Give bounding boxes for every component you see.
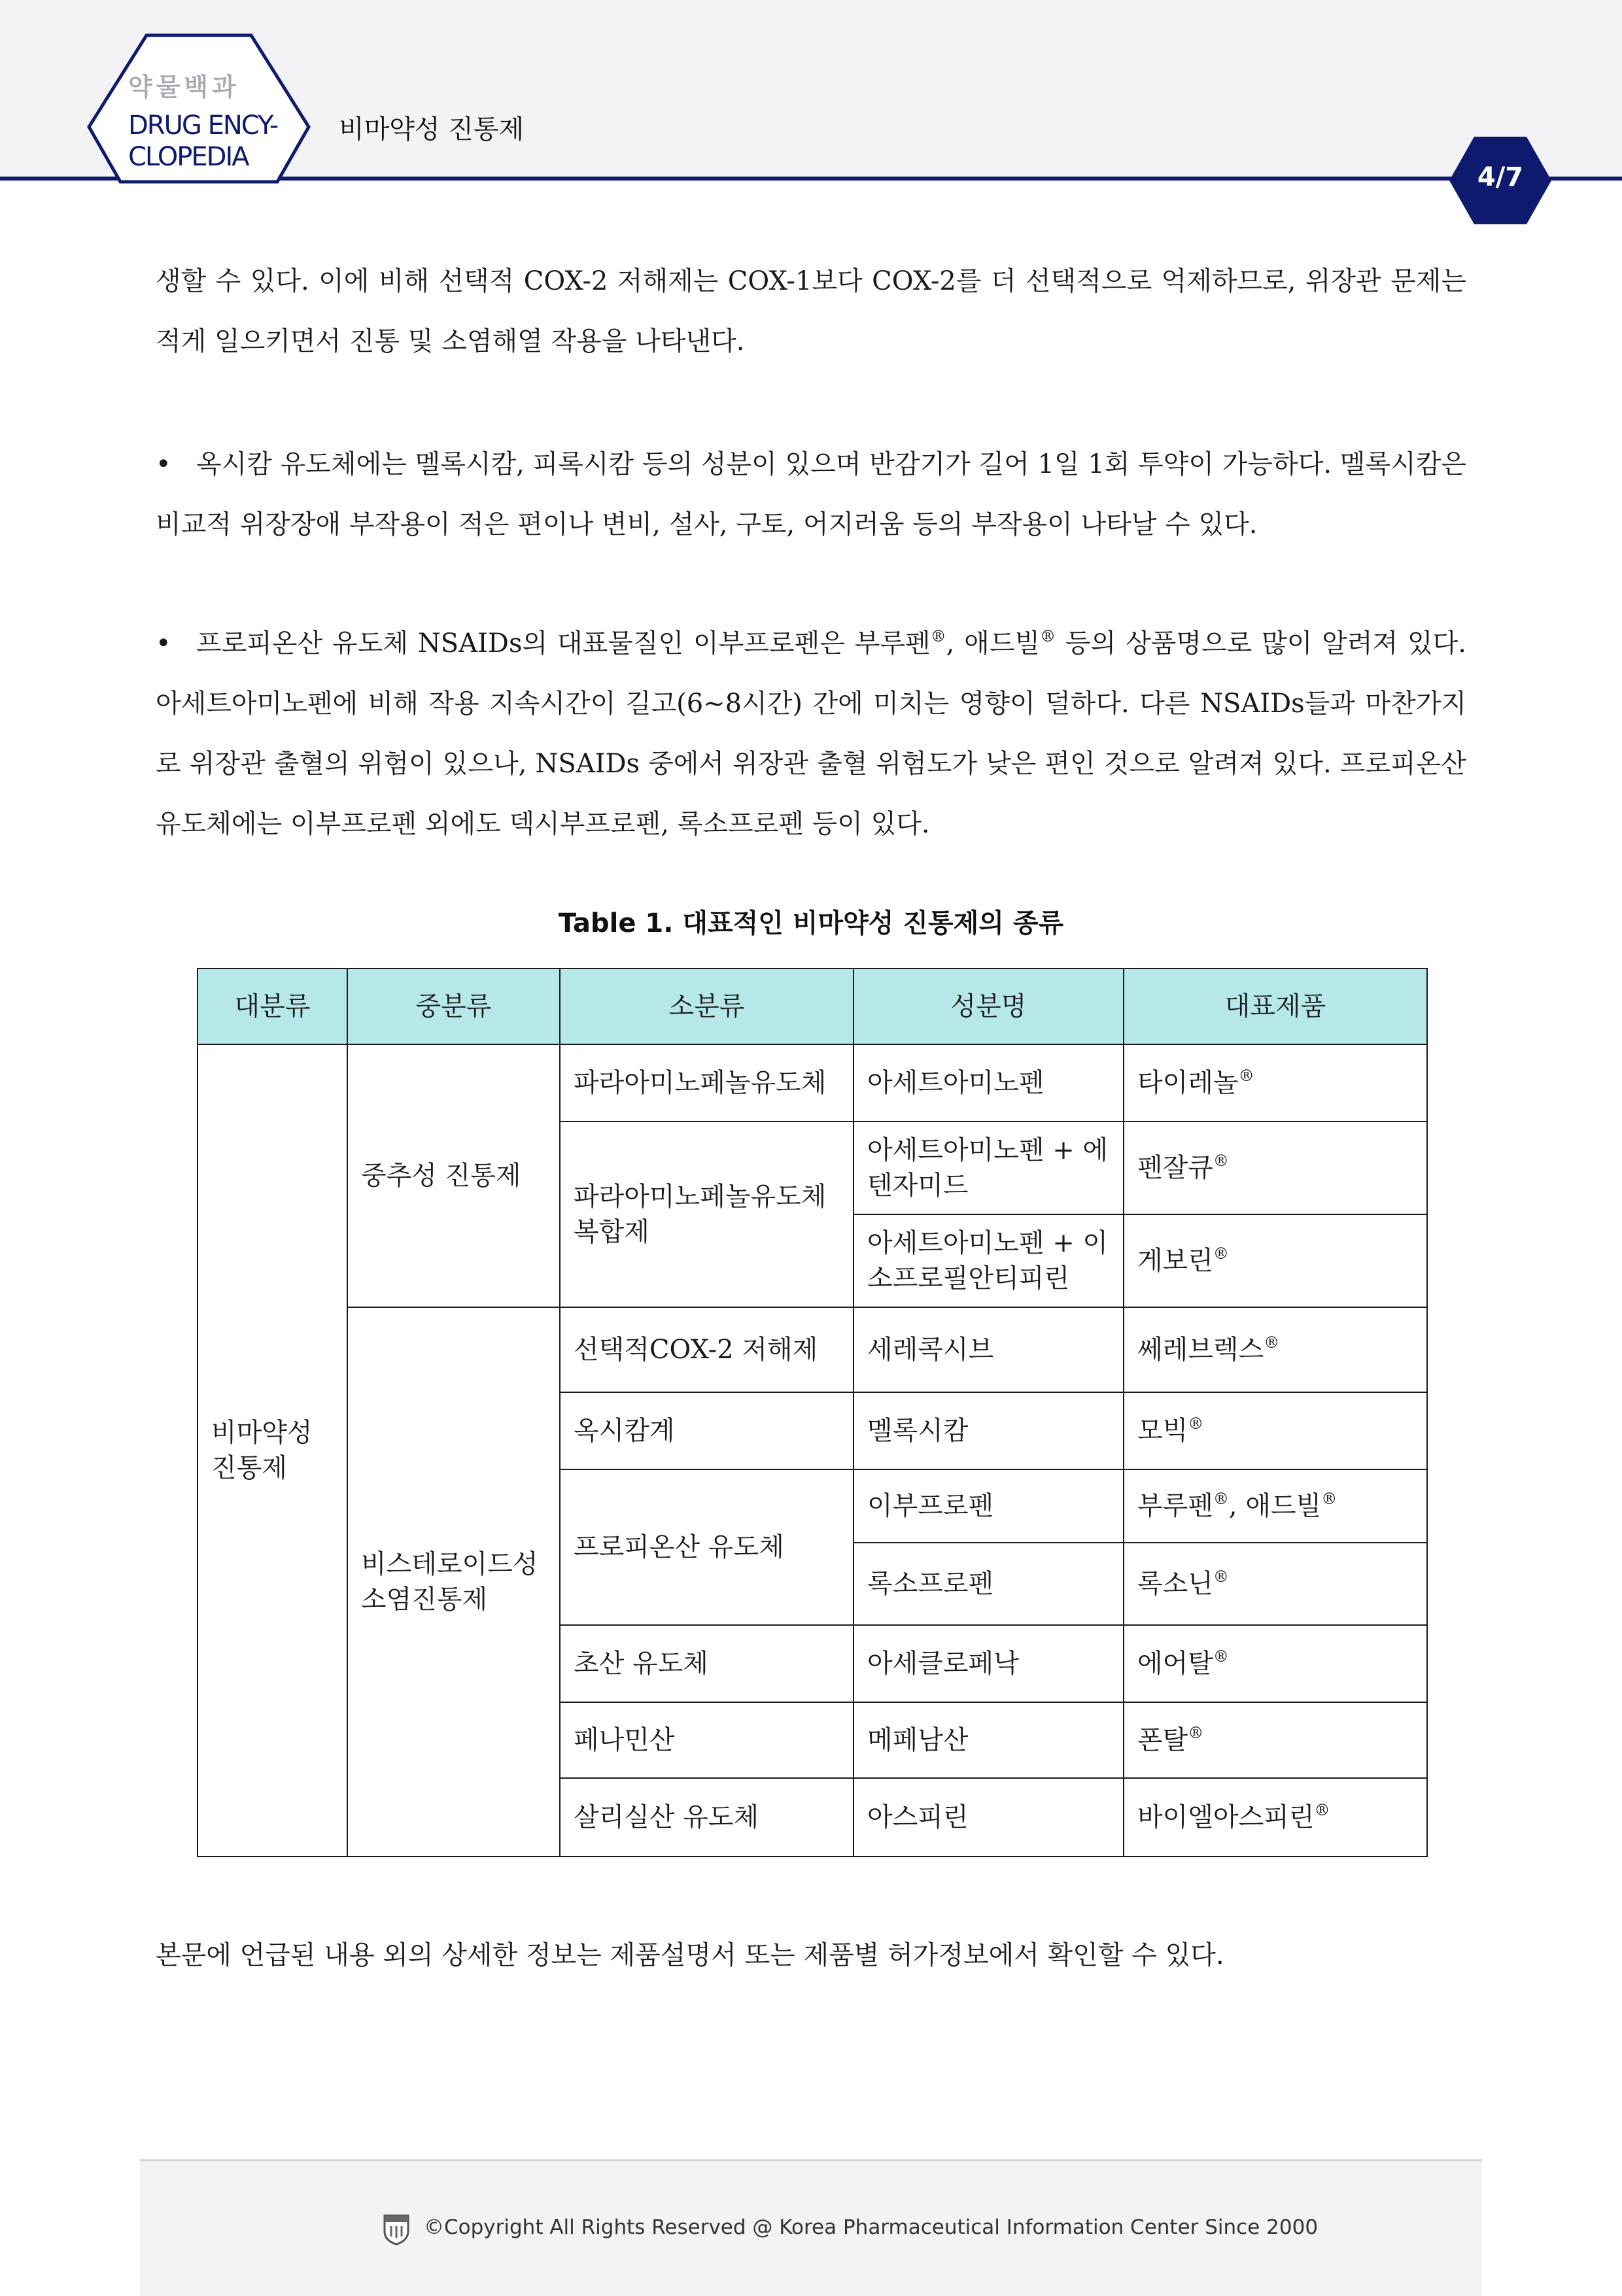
product-name: 에어탈 bbox=[1137, 1649, 1213, 1679]
product-name: 폰탈 bbox=[1137, 1725, 1188, 1755]
cell-ingredient: 메페남산 bbox=[854, 1702, 1124, 1778]
copyright-text: ©Copyright All Rights Reserved @ Korea Pharmaceutical Information Center Since 2000 bbox=[424, 2216, 1319, 2239]
product-name: 쎄레브렉스 bbox=[1137, 1335, 1264, 1365]
paragraph-cox: 생할 수 있다. 이에 비해 선택적 COX-2 저해제는 COX-1보다 COX-2를 더 선택적으로 억제하므로, 위장관 문제는 적게 일으키면서 진통 및 소염해열 작용을 나타낸다. bbox=[156, 266, 1466, 356]
cell-product bbox=[1124, 1543, 1427, 1625]
cell-sub: 파라아미노페놀유도체 복합제 bbox=[560, 1122, 854, 1307]
cell-mid-nsaid: 비스테로이드성 소염진통제 bbox=[347, 1307, 560, 1857]
product-name: 부루펜 bbox=[1137, 1491, 1213, 1521]
cell-product bbox=[1124, 1122, 1427, 1214]
product-name: 모빅 bbox=[1137, 1416, 1188, 1446]
cell-sub: 옥시캄계 bbox=[560, 1392, 854, 1469]
registered-mark: ® bbox=[1213, 1490, 1229, 1508]
cell-product bbox=[1124, 1392, 1427, 1469]
cell-sub: 페나민산 bbox=[560, 1702, 854, 1778]
registered-mark: ® bbox=[1321, 1490, 1337, 1508]
cell-ingredient: 아세트아미노펜 + 이소프로필안티피린 bbox=[854, 1214, 1124, 1307]
registered-mark: ® bbox=[1213, 1244, 1229, 1263]
registered-mark: ® bbox=[1213, 1152, 1229, 1170]
registered-mark: ® bbox=[1264, 1333, 1280, 1352]
cell-ingredient: 록소프로펜 bbox=[854, 1543, 1124, 1625]
cell-ingredient: 아스피린 bbox=[854, 1778, 1124, 1857]
cell-product bbox=[1124, 1044, 1427, 1122]
logo-english-line2: CLOPEDIA bbox=[128, 142, 249, 172]
table-caption: Table 1. 대표적인 비마약성 진통제의 종류 bbox=[558, 908, 1064, 938]
registered-mark: ® bbox=[930, 627, 946, 645]
registered-mark: ® bbox=[1314, 1801, 1330, 1819]
cell-ingredient: 멜록시캄 bbox=[854, 1392, 1124, 1469]
bullet: • bbox=[156, 628, 171, 659]
cell-sub: 프로피온산 유도체 bbox=[560, 1469, 854, 1625]
header-mid: 중분류 bbox=[347, 968, 560, 1044]
product-name: 게보린 bbox=[1137, 1246, 1213, 1276]
document-title: 비마약성 진통제 bbox=[339, 114, 525, 145]
cell-ingredient: 아세클로페낙 bbox=[854, 1625, 1124, 1702]
cell-mid-central: 중추성 진통제 bbox=[347, 1044, 560, 1307]
cell-product bbox=[1124, 1625, 1427, 1702]
product-name: 타이레놀 bbox=[1137, 1068, 1239, 1098]
product-separator: , bbox=[1228, 1491, 1246, 1521]
bullet: • bbox=[156, 449, 171, 479]
paragraph-oxicam bbox=[156, 434, 1466, 555]
paragraph-propionic bbox=[156, 613, 1466, 854]
registered-mark: ® bbox=[1188, 1724, 1204, 1742]
cell-ingredient: 이부프로펜 bbox=[854, 1469, 1124, 1543]
cell-sub: 선택적COX-2 저해제 bbox=[560, 1307, 854, 1392]
table-row bbox=[198, 1307, 1427, 1392]
product-name: 펜잘큐 bbox=[1137, 1153, 1213, 1183]
header-sub: 소분류 bbox=[560, 968, 854, 1044]
registered-mark: ® bbox=[1213, 1568, 1229, 1586]
cell-product bbox=[1124, 1469, 1427, 1543]
product-name: 바이엘아스피린 bbox=[1137, 1802, 1315, 1832]
cell-ingredient: 세레콕시브 bbox=[854, 1307, 1124, 1392]
header-major: 대분류 bbox=[198, 968, 347, 1044]
paragraph-propionic-text-b: , 애드빌 bbox=[946, 628, 1041, 659]
registered-mark: ® bbox=[1188, 1414, 1204, 1433]
product-name: 애드빌 bbox=[1245, 1491, 1322, 1521]
header-ingredient: 성분명 bbox=[854, 968, 1124, 1044]
cell-ingredient: 아세트아미노펜 + 에텐자미드 bbox=[854, 1122, 1124, 1214]
cell-product bbox=[1124, 1702, 1427, 1778]
header-product: 대표제품 bbox=[1124, 968, 1427, 1044]
cell-product bbox=[1124, 1214, 1427, 1307]
logo-english-line1: DRUG ENCY- bbox=[128, 111, 278, 141]
registered-mark: ® bbox=[1040, 627, 1056, 645]
logo-korean: 약물백과 bbox=[128, 73, 240, 101]
cell-sub: 파라아미노페놀유도체 bbox=[560, 1044, 854, 1122]
drug-classification-table bbox=[197, 968, 1428, 1857]
logo-english bbox=[128, 110, 285, 173]
product-name: 록소닌 bbox=[1137, 1569, 1213, 1599]
paragraph-propionic-text-a: 프로피온산 유도체 NSAIDs의 대표물질인 이부프로펜은 부루펜 bbox=[196, 628, 931, 659]
closing-paragraph: 본문에 언급된 내용 외의 상세한 정보는 제품설명서 또는 제품별 허가정보에서 확인할 수 있다. bbox=[156, 1940, 1224, 1970]
cell-product bbox=[1124, 1307, 1427, 1392]
cell-sub: 살리실산 유도체 bbox=[560, 1778, 854, 1857]
shield-emblem-icon bbox=[382, 2213, 411, 2246]
page-number: 4/7 bbox=[1477, 162, 1524, 192]
cell-product bbox=[1124, 1778, 1427, 1857]
registered-mark: ® bbox=[1238, 1067, 1254, 1085]
registered-mark: ® bbox=[1213, 1647, 1229, 1666]
table-row bbox=[198, 1044, 1427, 1122]
cell-major: 비마약성 진통제 bbox=[198, 1044, 347, 1857]
paragraph-oxicam-text: 옥시캄 유도체에는 멜록시캄, 피록시캄 등의 성분이 있으며 반감기가 길어 1일 1회 투약이 가능하다. 멜록시캄은 비교적 위장장애 부작용이 적은 편이나 변비, 설사, 구토, 어지러움 등의 부작용이 나타날 수 있다. bbox=[156, 449, 1466, 540]
cell-ingredient: 아세트아미노펜 bbox=[854, 1044, 1124, 1122]
paragraph-propionic-text-c: 등의 상품명으로 많이 알려져 있다. 아세트아미노펜에 비해 작용 지속시간이 길고(6~8시간) 간에 미치는 영향이 덜하다. 다른 NSAIDs들과 마찬가지로 위장관 출혈의 위험이 있으나, NSAIDs 중에서 위장관 출혈 위험도가 낮은 편인 것으로 알려져 있다. 프로피온산 유도체에는 이부프로펜 외에도 덱시부프로펜, 록소프로펜 등이 있다. bbox=[156, 628, 1466, 839]
table-header-row bbox=[198, 968, 1427, 1044]
cell-sub: 초산 유도체 bbox=[560, 1625, 854, 1702]
